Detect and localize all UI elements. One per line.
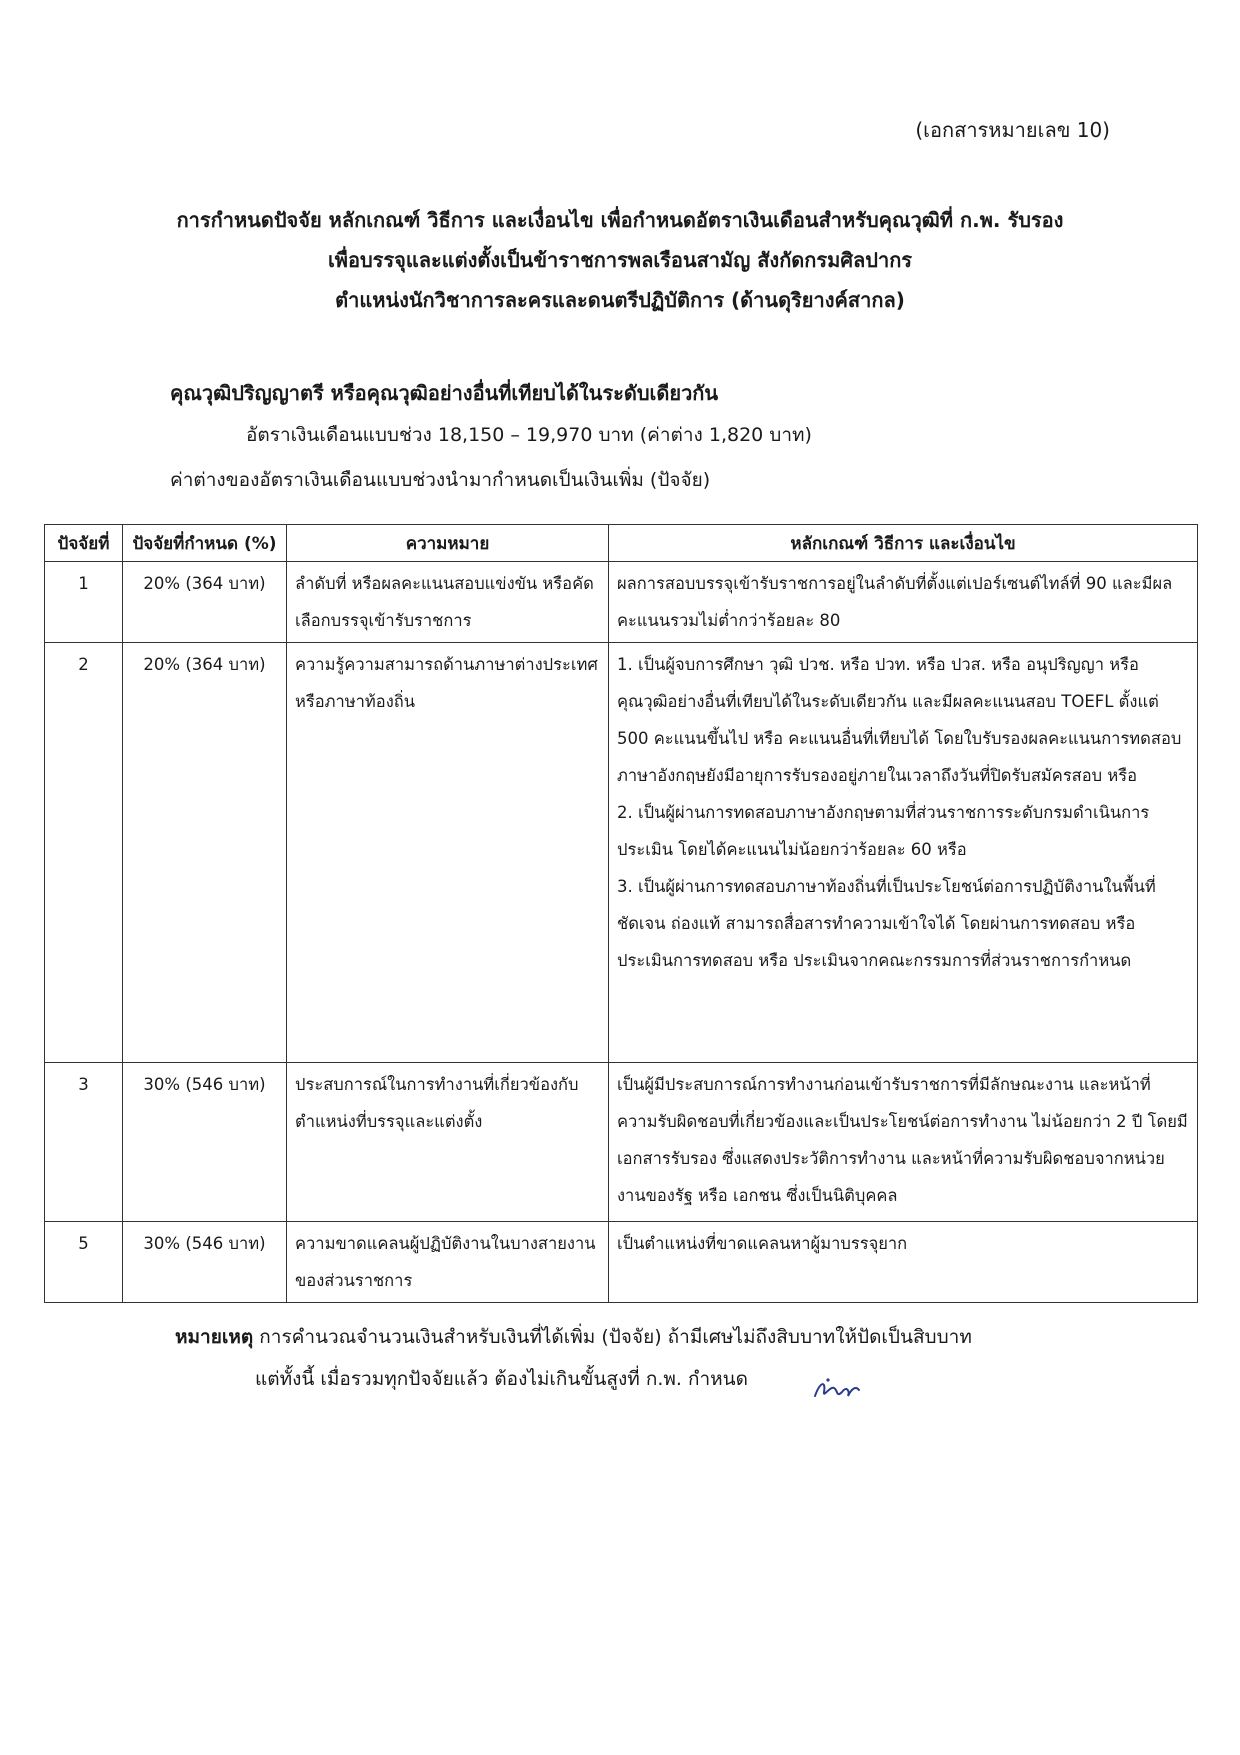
- note-label: หมายเหตุ: [175, 1326, 254, 1348]
- factor-meaning: ความรู้ความสามารถด้านภาษาต่างประเทศ หรือภาษาท้องถิ่น: [287, 643, 609, 1063]
- factor-percent: 20% (364 บาท): [123, 643, 287, 1063]
- header-percent: ปัจจัยที่กำหนด (%): [123, 525, 287, 562]
- factor-percent: 30% (546 บาท): [123, 1063, 287, 1222]
- factor-meaning: ประสบการณ์ในการทำงานที่เกี่ยวข้องกับตำแหน่งที่บรรจุและแต่งตั้ง: [287, 1063, 609, 1222]
- factor-number: 3: [45, 1063, 123, 1222]
- qualification-heading: คุณวุฒิปริญญาตรี หรือคุณวุฒิอย่างอื่นที่เทียบได้ในระดับเดียวกัน: [170, 381, 719, 405]
- table-row: [45, 1063, 1198, 1222]
- factor-criteria: [609, 1222, 1198, 1303]
- table-row: [45, 643, 1198, 1063]
- handwritten-signature: [812, 1374, 862, 1404]
- criteria-item: เป็นตำแหน่งที่ขาดแคลนหาผู้มาบรรจุยาก: [617, 1234, 908, 1253]
- title-line-1: การกำหนดปัจจัย หลักเกณฑ์ วิธีการ และเงื่อนไข เพื่อกำหนดอัตราเงินเดือนสำหรับคุณวุฒิที่ ก.พ. รับรอง: [176, 208, 1064, 232]
- factor-criteria: [609, 562, 1198, 643]
- criteria-item: 3. เป็นผู้ผ่านการทดสอบภาษาท้องถิ่นที่เป็นประโยชน์ต่อการปฏิบัติงานในพื้นที่ชัดเจน ถ่องแท้ สามารถสื่อสารทำความเข้าใจได้ โดยผ่านการทดสอบ หรือ ประเมินการทดสอบ หรือ ประเมินจากคณะกรรมการที่ส่วนราชการกำหนด: [617, 877, 1156, 970]
- factor-meaning: ลำดับที่ หรือผลคะแนนสอบแข่งขัน หรือคัดเลือกบรรจุเข้ารับราชการ: [287, 562, 609, 643]
- header-criteria: หลักเกณฑ์ วิธีการ และเงื่อนไข: [609, 525, 1198, 562]
- factor-number: 5: [45, 1222, 123, 1303]
- document-title: [0, 200, 1240, 320]
- header-factor: ปัจจัยที่: [45, 525, 123, 562]
- factor-number: 2: [45, 643, 123, 1063]
- criteria-item: 2. เป็นผู้ผ่านการทดสอบภาษาอังกฤษตามที่ส่วนราชการระดับกรมดำเนินการประเมิน โดยได้คะแนนไม่น้อยกว่าร้อยละ 60 หรือ: [617, 803, 1150, 859]
- factor-percent: 20% (364 บาท): [123, 562, 287, 643]
- table-row: [45, 562, 1198, 643]
- factors-table: [44, 524, 1198, 1303]
- factor-meaning: ความขาดแคลนผู้ปฏิบัติงานในบางสายงานของส่วนราชการ: [287, 1222, 609, 1303]
- header-meaning: ความหมาย: [287, 525, 609, 562]
- note-line-1: การคำนวณจำนวนเงินสำหรับเงินที่ได้เพิ่ม (ปัจจัย) ถ้ามีเศษไม่ถึงสิบบาทให้ปัดเป็นสิบบาท: [259, 1326, 972, 1348]
- note-line-2: แต่ทั้งนี้ เมื่อรวมทุกปัจจัยแล้ว ต้องไม่เกินขั้นสูงที่ ก.พ. กำหนด: [255, 1368, 749, 1390]
- criteria-item: ผลการสอบบรรจุเข้ารับราชการอยู่ในลำดับที่ตั้งแต่เปอร์เซนต์ไทล์ที่ 90 และมีผลคะแนนรวมไม่ต่ำกว่าร้อยละ 80: [617, 574, 1173, 630]
- table-row: [45, 1222, 1198, 1303]
- document-number: (เอกสารหมายเลข 10): [915, 118, 1110, 142]
- factor-criteria: [609, 1063, 1198, 1222]
- title-line-3: ตำแหน่งนักวิชาการละครและดนตรีปฏิบัติการ (ด้านดุริยางค์สากล): [335, 288, 905, 312]
- salary-range: อัตราเงินเดือนแบบช่วง 18,150 – 19,970 บาท (ค่าต่าง 1,820 บาท): [246, 424, 812, 446]
- difference-note: ค่าต่างของอัตราเงินเดือนแบบช่วงนำมากำหนดเป็นเงินเพิ่ม (ปัจจัย): [170, 469, 711, 491]
- factor-percent: 30% (546 บาท): [123, 1222, 287, 1303]
- table-header-row: [45, 525, 1198, 562]
- criteria-item: 1. เป็นผู้จบการศึกษา วุฒิ ปวช. หรือ ปวท. หรือ ปวส. หรือ อนุปริญญา หรือ คุณวุฒิอย่างอื่นที่เทียบได้ในระดับเดียวกัน และมีผลคะแนนสอบ TOEFL ตั้งแต่ 500 คะแนนขึ้นไป หรือ คะแนนอื่นที่เทียบได้ โดยใบรับรองผลคะแนนการทดสอบภาษาอังกฤษยังมีอายุการรับรองอยู่ภายในเวลาถึงวันที่ปิดรับสมัครสอบ หรือ: [617, 655, 1182, 785]
- criteria-item: เป็นผู้มีประสบการณ์การทำงานก่อนเข้ารับราชการที่มีลักษณะงาน และหน้าที่ความรับผิดชอบที่เกี่ยวข้องและเป็นประโยชน์ต่อการทำงาน ไม่น้อยกว่า 2 ปี โดยมีเอกสารรับรอง ซึ่งแสดงประวัติการทำงาน และหน้าที่ความรับผิดชอบจากหน่วยงานของรัฐ หรือ เอกชน ซึ่งเป็นนิติบุคคล: [617, 1075, 1188, 1205]
- title-line-2: เพื่อบรรจุและแต่งตั้งเป็นข้าราชการพลเรือนสามัญ สังกัดกรมศิลปากร: [327, 248, 913, 272]
- factor-number: 1: [45, 562, 123, 643]
- factor-criteria: [609, 643, 1198, 1063]
